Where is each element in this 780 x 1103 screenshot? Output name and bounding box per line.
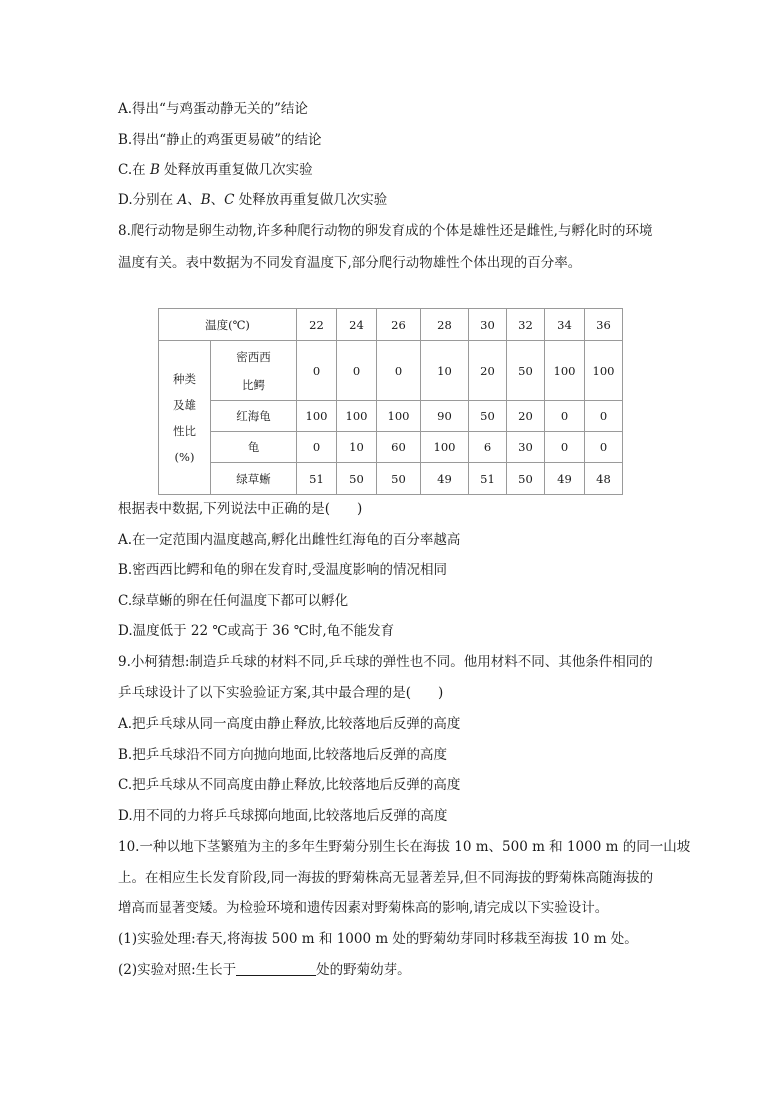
value-cell: 0 (297, 432, 337, 463)
q8-option-a: A.在一定范围内温度越高,孵化出雌性红海龟的百分率越高 (118, 532, 461, 548)
q10-line4: (1)实验处理:春天,将海拔 500 m 和 1000 m 处的野菊幼芽同时移栽至海拔 10 m 处。 (118, 931, 638, 947)
value-cell: 60 (377, 432, 421, 463)
q10-line1: 10.一种以地下茎繁殖为主的多年生野菊分别生长在海拔 10 m、500 m 和 1000 m 的同一山坡 (118, 839, 691, 855)
value-cell: 100 (585, 341, 623, 401)
species-name: 红海龟 (211, 401, 297, 432)
value-cell: 90 (421, 401, 469, 432)
value-cell: 6 (469, 432, 507, 463)
value-cell: 10 (421, 341, 469, 401)
answer-blank[interactable] (236, 961, 316, 976)
value-cell: 50 (507, 463, 545, 495)
value-cell: 48 (585, 463, 623, 495)
q10-line5: (2)实验对照:生长于 处的野菊幼芽。 (118, 962, 411, 978)
value-cell: 20 (469, 341, 507, 401)
value-cell: 0 (585, 432, 623, 463)
temp-cell: 36 (585, 309, 623, 341)
q8-stem-line1: 8.爬行动物是卵生动物,许多种爬行动物的卵发育成的个体是雄性还是雌性,与孵化时的环境 (118, 223, 653, 239)
value-cell: 0 (377, 341, 421, 401)
q10-line2: 上。在相应生长发育阶段,同一海拔的野菊株高无显著差异,但不同海拔的野菊株高随海拔的 (118, 870, 654, 886)
temperature-sex-ratio-table (158, 308, 623, 495)
value-cell: 49 (545, 463, 585, 495)
q9-option-c: C.把乒乓球从不同高度由静止释放,比较落地后反弹的高度 (118, 777, 461, 793)
q7-option-a: A.得出“与鸡蛋动静无关的”结论 (118, 101, 308, 117)
q9-option-b: B.把乒乓球沿不同方向抛向地面,比较落地后反弹的高度 (118, 747, 448, 763)
temp-cell: 32 (507, 309, 545, 341)
value-cell: 100 (337, 401, 377, 432)
value-cell: 0 (337, 341, 377, 401)
temp-cell: 22 (297, 309, 337, 341)
species-name: 龟 (211, 432, 297, 463)
side-label: 种类 及雄 性比 (%) (159, 341, 211, 495)
q9-option-a: A.把乒乓球从同一高度由静止释放,比较落地后反弹的高度 (118, 716, 461, 732)
value-cell: 0 (545, 401, 585, 432)
q7-option-b: B.得出“静止的鸡蛋更易破”的结论 (118, 132, 322, 148)
temp-cell: 30 (469, 309, 507, 341)
q9-option-d: D.用不同的力将乒乓球掷向地面,比较落地后反弹的高度 (118, 808, 448, 824)
value-cell: 0 (297, 341, 337, 401)
q10-line3: 增高而显著变矮。为检验环境和遗传因素对野菊株高的影响,请完成以下实验设计。 (118, 900, 609, 916)
q8-question: 根据表中数据,下列说法中正确的是( ) (118, 501, 363, 517)
value-cell: 100 (377, 401, 421, 432)
table-row (159, 432, 623, 463)
header-label: 温度(℃) (159, 309, 297, 341)
value-cell: 51 (469, 463, 507, 495)
temp-cell: 28 (421, 309, 469, 341)
table-row (159, 463, 623, 495)
table-header-row (159, 309, 623, 341)
value-cell: 50 (507, 341, 545, 401)
value-cell: 10 (337, 432, 377, 463)
q8-stem-line2: 温度有关。表中数据为不同发育温度下,部分爬行动物雄性个体出现的百分率。 (118, 255, 582, 271)
q8-option-b: B.密西西比鳄和龟的卵在发育时,受温度影响的情况相同 (118, 562, 448, 578)
value-cell: 50 (337, 463, 377, 495)
value-cell: 49 (421, 463, 469, 495)
q9-stem-line1: 9.小柯猜想:制造乒乓球的材料不同,乒乓球的弹性也不同。他用材料不同、其他条件相同的 (118, 654, 653, 670)
temp-cell: 34 (545, 309, 585, 341)
value-cell: 30 (507, 432, 545, 463)
q8-option-c: C.绿草蜥的卵在任何温度下都可以孵化 (118, 593, 349, 609)
table-row (159, 341, 623, 401)
value-cell: 100 (421, 432, 469, 463)
species-name: 密西西 比鳄 (211, 341, 297, 401)
value-cell: 50 (377, 463, 421, 495)
q7-option-d: D.分别在 A、B、C 处释放再重复做几次实验 (118, 192, 388, 208)
q8-option-d: D.温度低于 22 ℃或高于 36 ℃时,龟不能发育 (118, 623, 395, 639)
value-cell: 0 (585, 401, 623, 432)
value-cell: 100 (297, 401, 337, 432)
table-row (159, 401, 623, 432)
q9-stem-line2: 乒乓球设计了以下实验验证方案,其中最合理的是( ) (118, 685, 444, 701)
value-cell: 100 (545, 341, 585, 401)
species-name: 绿草蜥 (211, 463, 297, 495)
q7-option-c: C.在 B 处释放再重复做几次实验 (118, 162, 313, 178)
value-cell: 20 (507, 401, 545, 432)
temp-cell: 24 (337, 309, 377, 341)
value-cell: 50 (469, 401, 507, 432)
value-cell: 51 (297, 463, 337, 495)
temp-cell: 26 (377, 309, 421, 341)
value-cell: 0 (545, 432, 585, 463)
